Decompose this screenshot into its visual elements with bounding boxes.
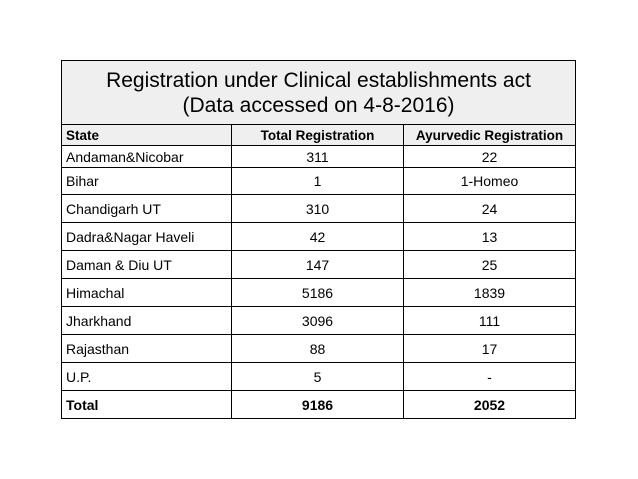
total-registration-cell: 5186 [232, 279, 404, 307]
ayurvedic-registration-cell: 13 [404, 223, 576, 251]
state-cell: Rajasthan [62, 335, 232, 363]
total-registration-cell: 1 [232, 168, 404, 195]
state-cell: Himachal [62, 279, 232, 307]
table-row [62, 168, 576, 195]
state-cell: Chandigarh UT [62, 195, 232, 223]
column-header-ayurvedic-registration: Ayurvedic Registration [404, 125, 576, 146]
state-cell: U.P. [62, 363, 232, 391]
table-row [62, 251, 576, 279]
ayurvedic-registration-cell: - [404, 363, 576, 391]
state-cell: Daman & Diu UT [62, 251, 232, 279]
registration-table-container [61, 60, 575, 419]
registration-table [61, 60, 576, 419]
ayurvedic-registration-cell: 17 [404, 335, 576, 363]
column-header-total-registration: Total Registration [232, 125, 404, 146]
total-registration-cell: 5 [232, 363, 404, 391]
table-title [62, 61, 576, 125]
state-cell: Jharkhand [62, 307, 232, 335]
table-row [62, 279, 576, 307]
total-registration-cell: 42 [232, 223, 404, 251]
ayurvedic-registration-cell: 111 [404, 307, 576, 335]
state-cell: Andaman&Nicobar [62, 146, 232, 168]
state-cell: Dadra&Nagar Haveli [62, 223, 232, 251]
column-header-state: State [62, 125, 232, 146]
table-body [62, 146, 576, 419]
total-label-cell: Total [62, 391, 232, 419]
state-cell: Bihar [62, 168, 232, 195]
table-row [62, 223, 576, 251]
table-title-line-2: (Data accessed on 4-8-2016) [182, 93, 455, 117]
ayurvedic-registration-cell: 1839 [404, 279, 576, 307]
total-registration-cell: 88 [232, 335, 404, 363]
table-row [62, 363, 576, 391]
table-row [62, 195, 576, 223]
table-row [62, 307, 576, 335]
total-registration-cell: 147 [232, 251, 404, 279]
table-row [62, 146, 576, 168]
total-registration-cell: 9186 [232, 391, 404, 419]
table-row [62, 335, 576, 363]
column-header-row [62, 125, 576, 146]
ayurvedic-registration-cell: 24 [404, 195, 576, 223]
total-row [62, 391, 576, 419]
ayurvedic-registration-cell: 22 [404, 146, 576, 168]
total-ayurvedic-cell: 2052 [404, 391, 576, 419]
total-registration-cell: 311 [232, 146, 404, 168]
table-title-line-1: Registration under Clinical establishments act [106, 68, 531, 92]
ayurvedic-registration-cell: 1-Homeo [404, 168, 576, 195]
ayurvedic-registration-cell: 25 [404, 251, 576, 279]
total-registration-cell: 3096 [232, 307, 404, 335]
total-registration-cell: 310 [232, 195, 404, 223]
